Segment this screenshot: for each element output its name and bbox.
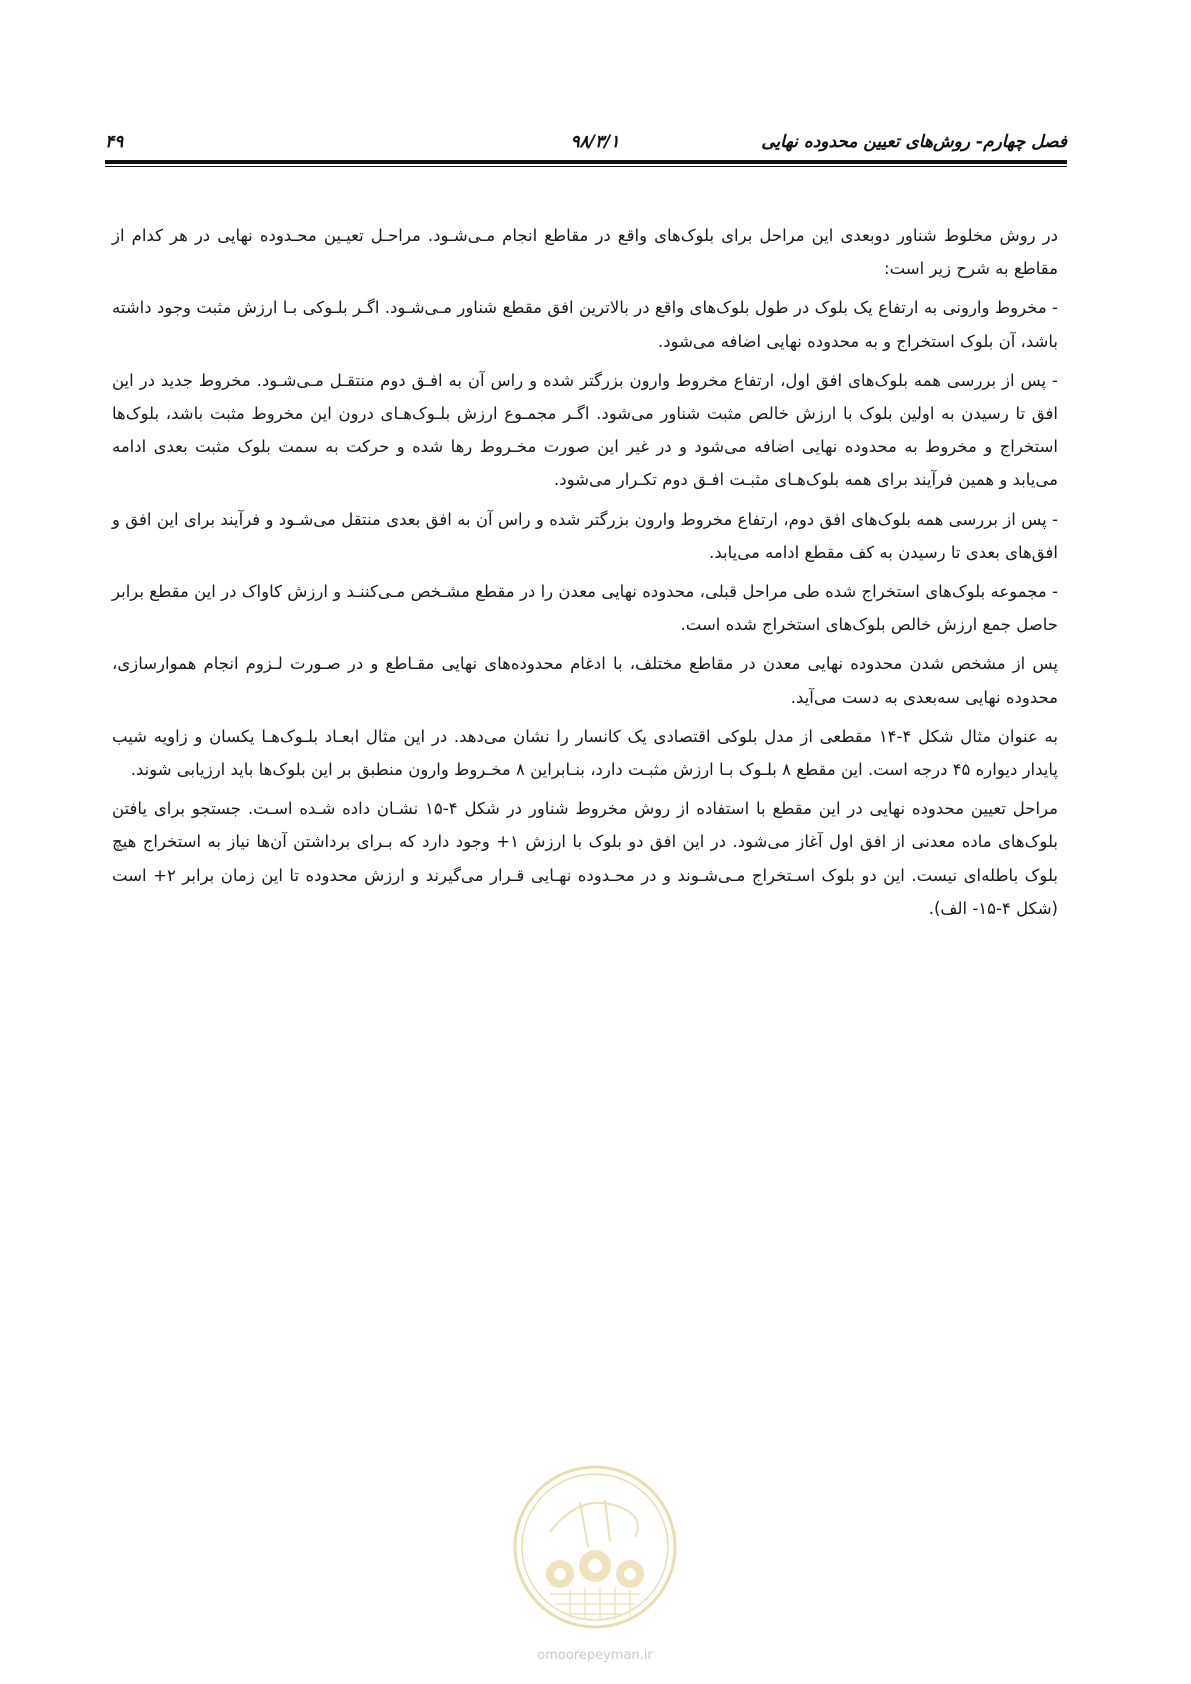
header-date: ۹۸/۳/۱ (570, 132, 620, 152)
paragraph-7: به عنوان مثال شکل ۴-۱۴ مقطعی از مدل بلوکی اقتصادی یک کانسار را نشان می‌دهد. در این مثال ابعـاد بلـوک‌هـا یکسان و زاویه شیب پایدار دیواره ۴۵ درجه است. این مقطع ۸ بلـوک بـا ارزش مثبـت دارد، بنـابراین ۸ مخـروط وارون منطبق بر این بلوک‌ها باید ارزیابی شوند. (112, 726, 1058, 780)
watermark-website: omoorepeyman.ir (537, 1648, 653, 1663)
watermark-seal-logo (510, 1462, 680, 1632)
page-header (105, 128, 1067, 158)
paragraph-1: در روش مخلوط شناور دوبعدی این مراحل برای بلوک‌های واقع در مقاطع انجام مـی‌شـود. مراحـل تعیـین محـدوده نهایی در هر کدام از مقاطع به شرح زیر است: (112, 226, 1058, 279)
header-rule-thick (105, 160, 1067, 164)
body-text (112, 219, 1058, 931)
paragraph-5: - مجموعه بلوک‌های استخراج شده طی مراحل قبلی، محدوده نهایی معدن را در مقطع مشـخص مـی‌کننـد و ارزش کاواک در این مقطع برابر حاصل جمع ارزش خالص بلوک‌های استخراج شده است. (112, 582, 1058, 635)
paragraph-8: مراحل تعیین محدوده نهایی در این مقطع با استفاده از روش مخروط شناور در شکل ۴-۱۵ نشـان داده شـده اسـت. جستجو برای یافتن بلوک‌های ماده معدنی از افق اول آغاز می‌شود. در این افق دو بلوک با ارزش ۱+ وجود دارد که بـرای برداشتن آن‌ها نیاز به استخراج هیچ بلوک باطله‌ای نیست. این دو بلوک اسـتخراج مـی‌شـوند و در محـدوده نهـایی قـرار می‌گیرند و ارزش محدوده تا این زمان برابر ۲+ است (شکل ۴-۱۵- الف). (112, 799, 1059, 918)
paragraph-2: - مخروط وارونی به ارتفاع یک بلوک در طول بلوک‌های واقع در بالاترین افق مقطع شناور مـی‌شـود. اگـر بلـوکی بـا ارزش مثبت وجود داشته باشد، آن بلوک استخراج و به محدوده نهایی اضافه می‌شود. (112, 298, 1058, 351)
paragraph-6: پس از مشخص شدن محدوده نهایی معدن در مقاطع مختلف، با ادغام محدوده‌های نهایی مقـاطع و در صـورت لـزوم انجام هموارسازی، محدوده نهایی سه‌بعدی به دست می‌آید. (112, 654, 1058, 707)
page-number: ۴۹ (105, 132, 124, 152)
paragraph-3: - پس از بررسی همه بلوک‌های افق اول، ارتفاع مخروط وارون بزرگتر شده و راس آن به افـق دوم منتقـل مـی‌شـود. مخروط جدید در این افق تا رسیدن به اولین بلوک با ارزش خالص مثبت شناور می‌شود. اگـر مجمـوع ارزش بلـوک‌هـای درون این مخروط مثبت باشد، بلوک‌ها استخراج و مخروط به محدوده نهایی اضافه می‌شود و در غیر این صورت مخـروط رها شده و حرکت به سمت بلوک مثبت بعدی ادامه می‌یابد و همین فرآیند برای همه بلوک‌هـای مثبـت افـق دوم تکـرار می‌شود. (112, 370, 1058, 490)
chapter-title: فصل چهارم- روش‌های تعیین محدوده نهایی (761, 132, 1067, 152)
paragraph-4: - پس از بررسی همه بلوک‌های افق دوم، ارتفاع مخروط وارون بزرگتر شده و راس آن به افق بعدی منتقل می‌شـود و فرآیند برای این افق و افق‌های بعدی تا رسیدن به کف مقطع ادامه می‌یابد. (112, 509, 1058, 562)
header-rule-thin (105, 166, 1067, 167)
